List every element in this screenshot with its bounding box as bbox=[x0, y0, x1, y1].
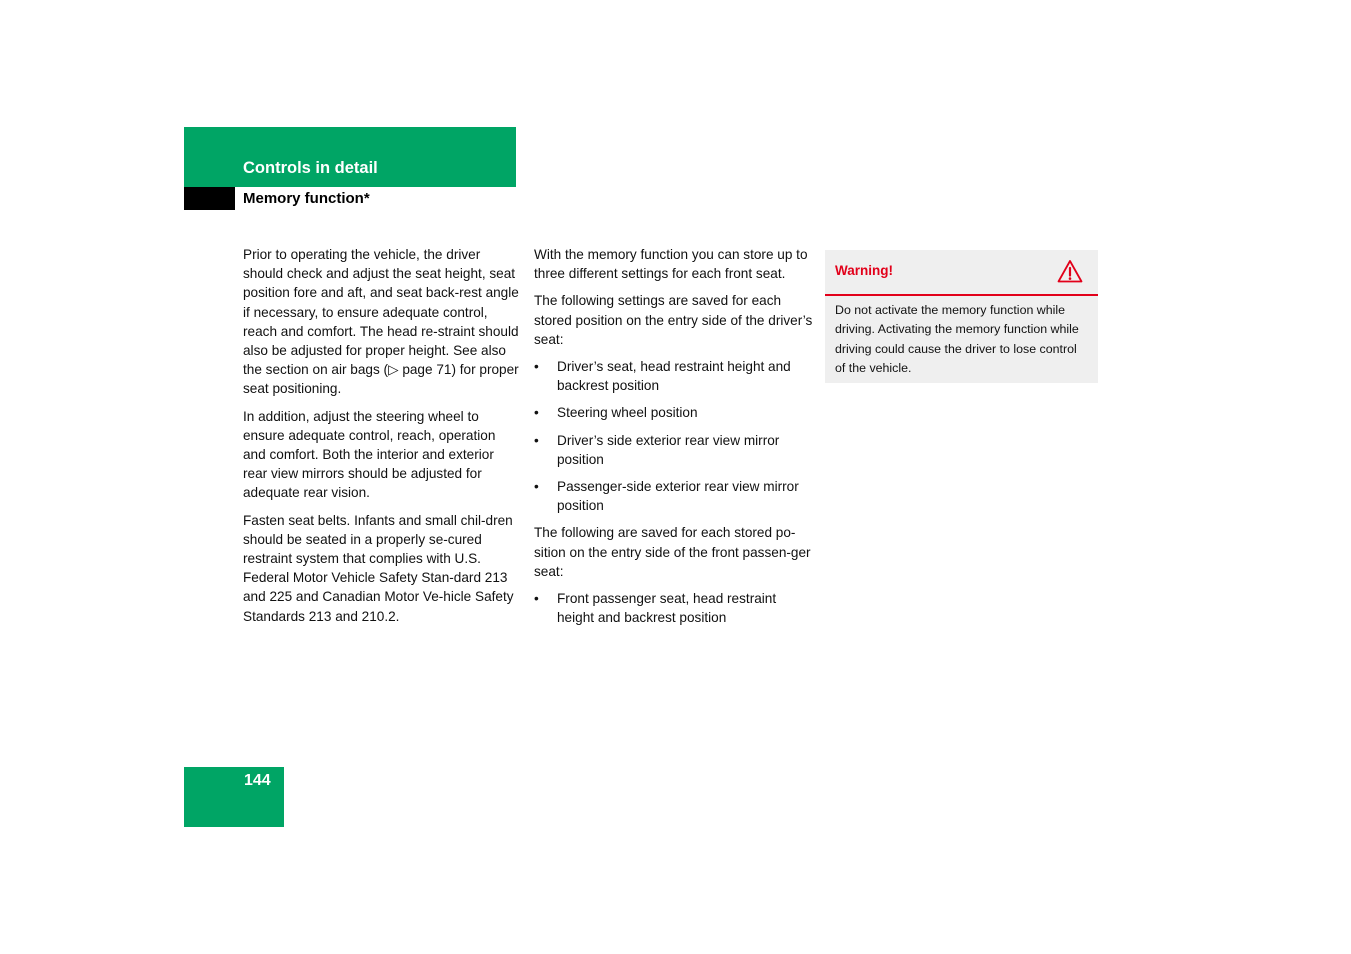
list-item bbox=[534, 431, 814, 469]
subsection-marker bbox=[184, 187, 235, 210]
warning-triangle-icon bbox=[1057, 259, 1083, 283]
bullet: • bbox=[534, 405, 539, 421]
warning-title: Warning! bbox=[835, 263, 893, 278]
list-item bbox=[534, 403, 814, 422]
section-title: Controls in detail bbox=[243, 159, 378, 177]
driver-settings-list bbox=[534, 357, 814, 515]
paragraph-seat-belts: Fasten seat belts. Infants and small chil-dren should be seated in a properly se-cured restraint system that complies with U.S. Federal Motor Vehicle Safety Stan-dard 213 and 225 and Canadian Motor Ve-hicle Safety Standards 213 and 210.2. bbox=[243, 512, 514, 624]
paragraph-seat-adjustment: Prior to operating the vehicle, the driver should check and adjust the seat height, seat position fore and aft, and seat back-rest angle if necessary, to ensure adequate control, reach and comfort. The head re-straint should also be adjusted for proper height. See also the section on air bags (▷ page 71) for proper seat positioning. bbox=[243, 247, 519, 397]
text-column-left bbox=[243, 245, 521, 634]
list-item-text: Driver’s side exterior rear view mirror position bbox=[557, 432, 780, 467]
bullet: • bbox=[534, 479, 539, 495]
subsection-title: Memory function* bbox=[243, 190, 370, 207]
text-column-middle bbox=[534, 245, 814, 635]
paragraph-driver-intro: The following settings are saved for each stored position on the entry side of the driver’s seat: bbox=[534, 293, 813, 347]
list-item bbox=[534, 589, 814, 627]
page-number-box bbox=[184, 767, 284, 827]
warning-text: Do not activate the memory function while driving. Activating the memory function while driving could cause the driver to lose control of the vehicle. bbox=[835, 303, 1079, 375]
list-item-text: Driver’s seat, head restraint height and backrest position bbox=[557, 359, 791, 394]
list-item bbox=[534, 357, 814, 395]
header-band bbox=[184, 127, 516, 187]
passenger-settings-list bbox=[534, 589, 814, 627]
warning-box bbox=[825, 250, 1098, 383]
bullet: • bbox=[534, 591, 539, 607]
list-item-text: Steering wheel position bbox=[557, 405, 698, 421]
list-item-text: Passenger-side exterior rear view mirror position bbox=[557, 479, 799, 514]
paragraph-passenger-intro: The following are saved for each stored po-sition on the entry side of the front passen-ger seat: bbox=[534, 525, 811, 579]
bullet: • bbox=[534, 432, 539, 448]
bullet: • bbox=[534, 359, 539, 375]
warning-header bbox=[825, 250, 1098, 296]
list-item-text: Front passenger seat, head restraint height and backrest position bbox=[557, 591, 777, 626]
page-number: 144 bbox=[244, 772, 271, 789]
list-item bbox=[534, 477, 814, 515]
paragraph-memory-intro: With the memory function you can store up to three different settings for each front seat. bbox=[534, 247, 808, 282]
paragraph-steering-mirrors: In addition, adjust the steering wheel to ensure adequate control, reach, operation and comfort. Both the interior and exterior rear view mirrors should be adjusted for adequate rear vision. bbox=[243, 408, 496, 501]
